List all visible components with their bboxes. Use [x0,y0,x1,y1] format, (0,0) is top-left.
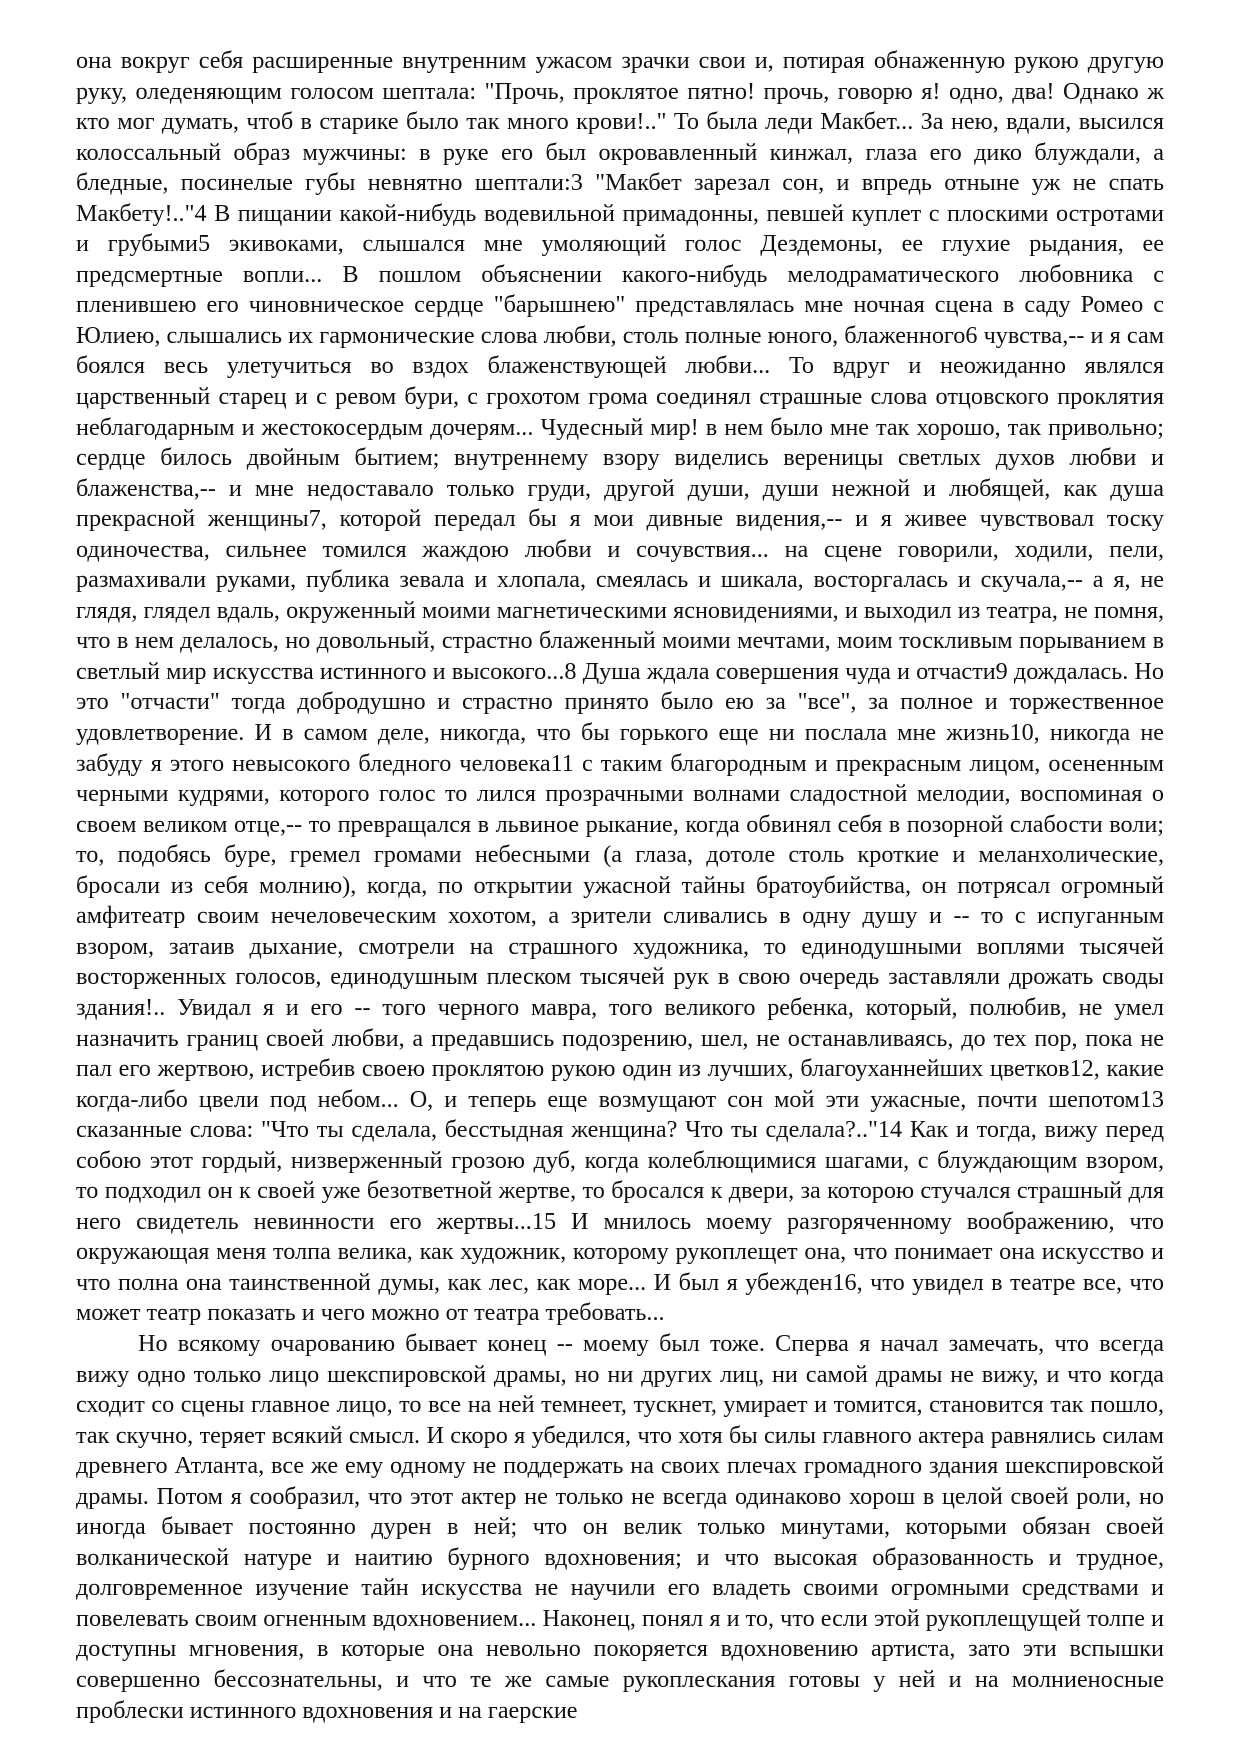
paragraph-1: она вокруг себя расширенные внутренним ужасом зрачки свои и, потирая обнаженную рукою другую руку, оледеняющим голосом шептала: "Прочь, проклятое пятно! прочь, говорю я! одно, два! Однако ж кто мог думать, чтоб в старике было так много крови!.." То была леди Макбет... За нею, вдали, высился колоссальный образ мужчины: в руке его был окровавленный кинжал, глаза его дико блуждали, а бледные, посинелые губы невнятно шептали:3 "Макбет зарезал сон, и впредь отныне уж не спать Макбету!.."4 В пищании какой-нибудь водевильной примадонны, певшей куплет с плоскими остротами и грубыми5 экивоками, слышался мне умоляющий голос Дездемоны, ее глухие рыдания, ее предсмертные вопли... В пошлом объяснении какого-нибудь мелодраматического любовника с пленившею его чиновническое сердце "барышнею" представлялась мне ночная сцена в саду Ромео с Юлиею, слышались их гармонические слова любви, столь полные юного, блаженного6 чувства,-- и я сам боялся весь улетучиться во вздох блаженствующей любви... То вдруг и неожиданно являлся царственный старец и с ревом бури, с грохотом грома соединял страшные слова отцовского проклятия неблагодарным и жестокосердым дочерям... Чудесный мир! в нем было мне так хорошо, так привольно; сердце билось двойным бытием; внутреннему взору виделись вереницы светлых духов любви и блаженства,-- и мне недоставало только груди, другой души, души нежной и любящей, как душа прекрасной женщины7, которой передал бы я мои дивные видения,-- и я живее чувствовал тоску одиночества, сильнее томился жаждою любви и сочувствия... на сцене говорили, ходили, пели, размахивали руками, публика зевала и хлопала, смеялась и шикала, восторгалась и скучала,-- а я, не глядя, глядел вдаль, окруженный моими магнетическими ясновидениями, и выходил из театра, не помня, что в нем делалось, но довольный, страстно блаженный моими мечтами, моим тоскливым порыванием в светлый мир искусства истинного и высокого...8 Душа ждала совершения чуда и отчасти9 дождалась. Но это "отчасти" тогда добродушно и страстно принято было ею за "все", за полное и торжественное удовлетворение. И в самом деле, никогда, что бы горького еще ни послала мне жизнь10, никогда не забуду я этого невысокого бледного человека11 с таким благородным и прекрасным лицом, осененным черными кудрями, которого голос то лился прозрачными волнами сладостной мелодии, воспоминая о своем великом отце,-- то превращался в львиное рыкание, когда обвинял себя в позорной слабости воли; то, подобясь буре, гремел громами небесными (а глаза, дотоле столь кроткие и меланхолические, бросали из себя молнию), когда, по открытии ужасной тайны братоубийства, он потрясал огромный амфитеатр своим нечеловеческим хохотом, а зрители сливались в одну душу и -- то с испуганным взором, затаив дыхание, смотрели на страшного художника, то единодушными воплями тысячей восторженных голосов, единодушным плеском тысячей рук в свою очередь заставляли дрожать своды здания!.. Увидал я и его -- того черного мавра, того великого ребенка, который, полюбив, не умел назначить границ своей любви, а предавшись подозрению, шел, не останавливаясь, до тех пор, пока не пал его жертвою, истребив своею проклятою рукою один из лучших, благоуханнейших цветков12, какие когда-либо цвели под небом... О, и теперь еще возмущают сон мой эти ужасные, почти шепотом13 сказанные слова: "Что ты сделала, бесстыдная женщина? Что ты сделала?.."14 Как и тогда, вижу перед собою этот гордый, низверженный грозою дуб, когда колеблющимися шагами, с блуждающим взором, то подходил он к своей уже безответной жертве, то бросался к двери, за которою стучался страшный для него свидетель невинности его жертвы...15 И мнилось моему разгоряченному воображению, что окружающая меня толпа велика, как художник, которому рукоплещет она, что понимает она искусство и что полна она таинственной думы, как лес, как море... И был я убежден16, что увидел в театре все, что может театр показать и чего можно от театра требовать... [76,47,1164,1327]
document-page [76,46,1164,1726]
paragraph-2: Но всякому очарованию бывает конец -- моему был тоже. Сперва я начал замечать, что всегда вижу одно только лицо шекспировской драмы, но ни других лиц, ни самой драмы не вижу, и что когда сходит со сцены главное лицо, то все на ней темнеет, тускнет, умирает и томится, становится так пошло, так скучно, теряет всякий смысл. И скоро я убедился, что хотя бы силы главного актера равнялись силам древнего Атланта, все же ему одному не поддержать на своих плечах громадного здания шекспировской драмы. Потом я сообразил, что этот актер не только не всегда одинаково хорош в целой своей роли, но иногда бывает постоянно дурен в ней; что он велик только минутами, которыми обязан своей волканической натуре и наитию бурного вдохновения; и что высокая образованность и трудное, долговременное изучение тайн искусства не научили его владеть своими огромными средствами и повелевать своим огненным вдохновением... Наконец, понял я и то, что если этой рукоплещущей толпе и доступны мгновения, в которые она невольно покоряется вдохновению артиста, зато эти вспышки совершенно бессознательны, и что те же самые рукоплескания готовы у ней и на молниеносные проблески истинного вдохновения и на гаерские [76,1329,1164,1724]
